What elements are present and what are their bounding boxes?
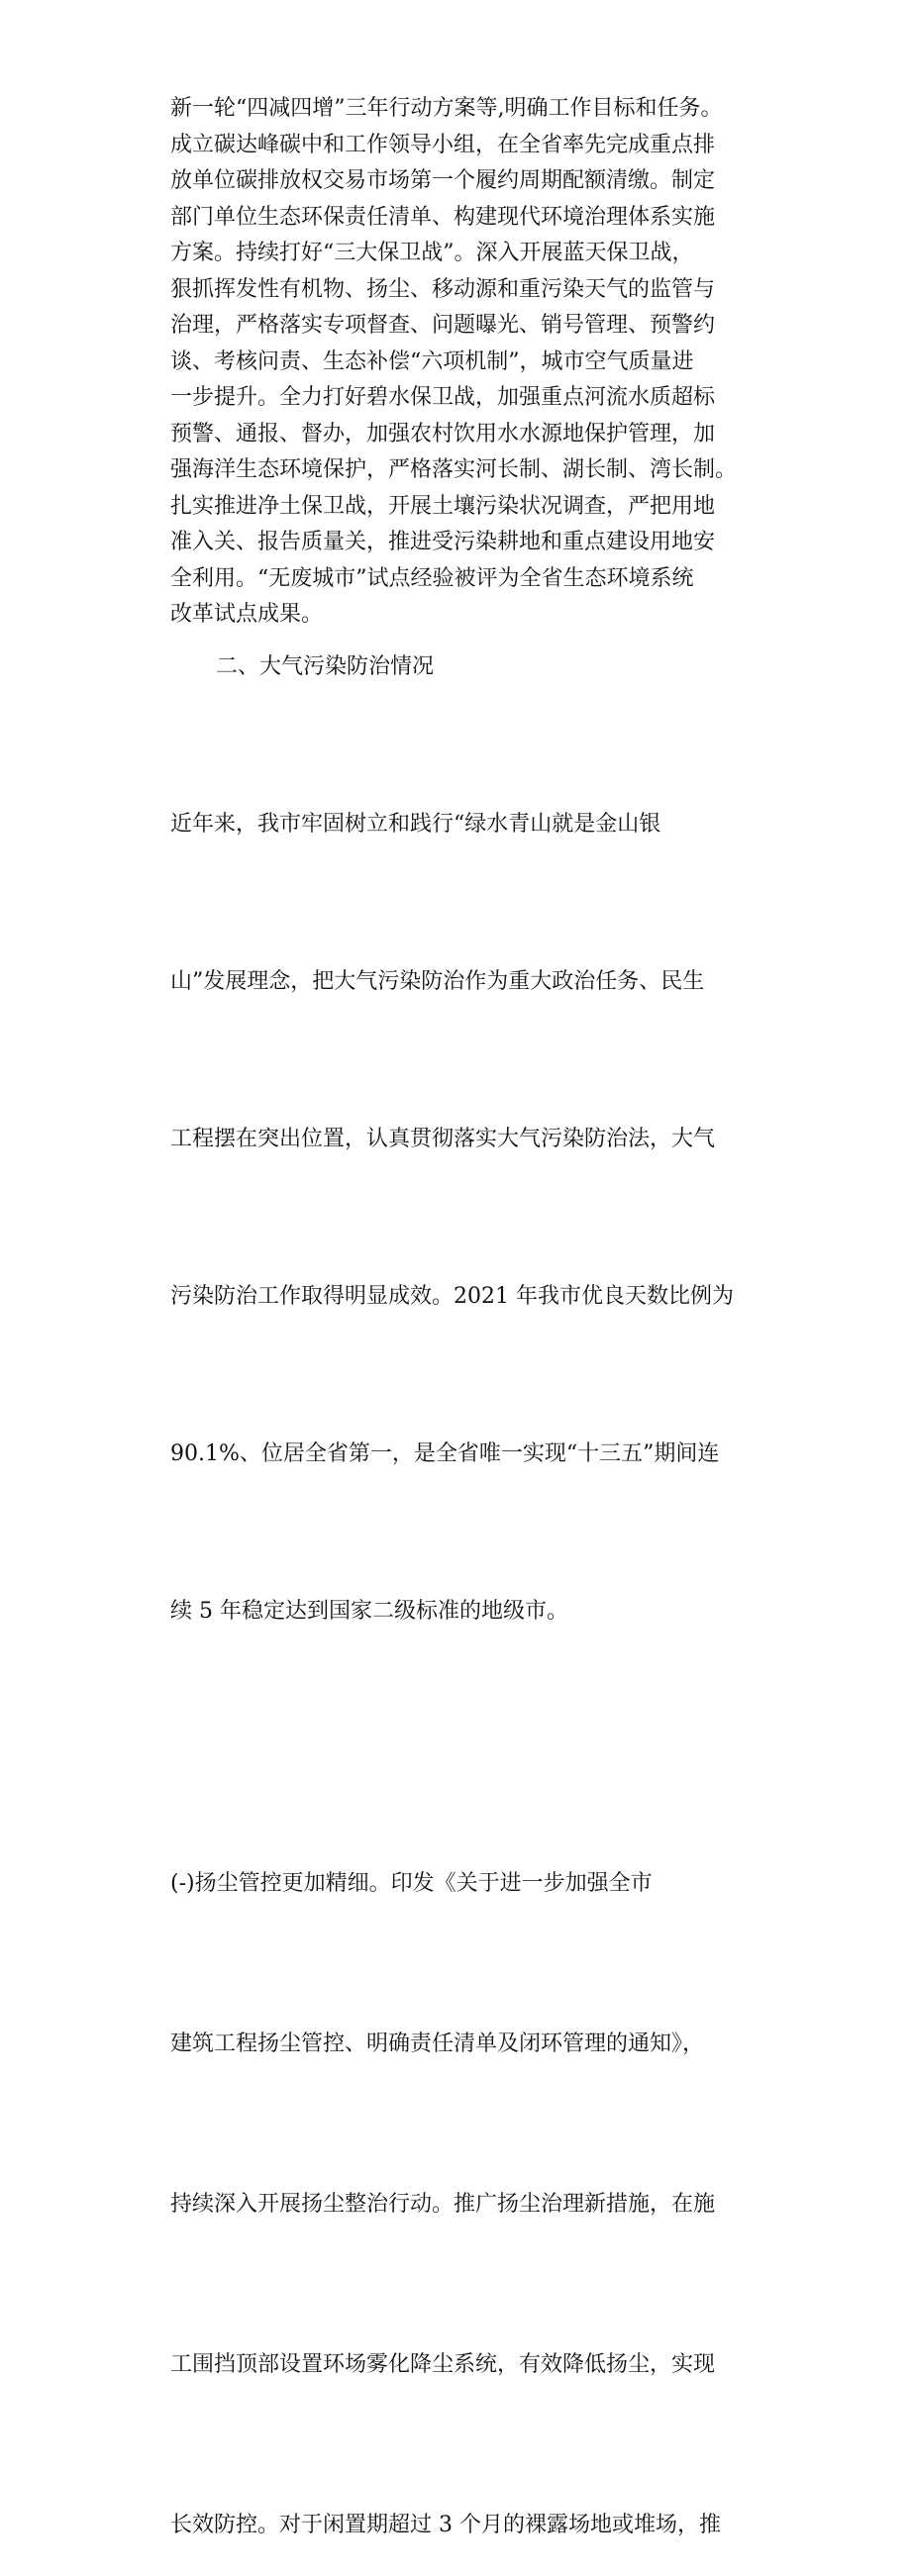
text-line: 成立碳达峰碳中和工作领导小组，在全省率先完成重点排 — [170, 128, 750, 164]
paragraph-environment-work — [170, 91, 750, 634]
text-line: 污染防治工作取得明显成效。2021 年我市优良天数比例为 — [170, 1270, 750, 1323]
text-line: 谈、考核问责、生态补偿“六项机制”，城市空气质量进 — [170, 345, 750, 381]
text-line: 工围挡顶部设置环场雾化降尘系统，有效降低扬尘，实现 — [170, 2338, 750, 2392]
text-line: 工程摆在突出位置，认真贯彻落实大气污染防治法，大气 — [170, 1113, 750, 1165]
text-line: 长效防控。对于闲置期超过 3 个月的裸露场地或堆场，推 — [170, 2499, 750, 2552]
text-line: 续 5 年稳定达到国家二级标准的地级市。 — [170, 1585, 750, 1637]
text-line: 治理，严格落实专项督查、问题曝光、销号管理、预警约 — [170, 308, 750, 345]
paragraph-air-pollution-intro — [170, 693, 750, 1742]
text-line: 放单位碳排放权交易市场第一个履约周期配额清缴。制定 — [170, 163, 750, 200]
text-line: 准入关、报告质量关，推进受污染耕地和重点建设用地安 — [170, 525, 750, 561]
text-line: 方案。持续打好“三大保卫战”。深入开展蓝天保卫战， — [170, 236, 750, 272]
text-line: 改革试点成果。 — [170, 597, 750, 634]
text-line: 扎实推进净土保卫战，开展土壤污染状况调查，严把用地 — [170, 489, 750, 526]
text-line: 全利用。“无废城市”试点经验被评为全省生态环境系统 — [170, 561, 750, 598]
text-line: 山”发展理念，把大气污染防治作为重大政治任务、民生 — [170, 955, 750, 1008]
text-line: 预警、通报、督办，加强农村饮用水水源地保护管理，加 — [170, 417, 750, 453]
text-line: 部门单位生态环保责任清单、构建现代环境治理体系实施 — [170, 200, 750, 237]
document-page — [170, 91, 750, 2576]
text-line: 建筑工程扬尘管控、明确责任清单及闭环管理的通知》， — [170, 2018, 750, 2071]
text-line: 一步提升。全力打好碧水保卫战，加强重点河流水质超标 — [170, 380, 750, 417]
text-line: 近年来，我市牢固树立和践行“绿水青山就是金山银 — [170, 798, 750, 850]
text-line: 狠抓挥发性有机物、扬尘、移动源和重污染天气的监管与 — [170, 272, 750, 309]
text-line: 90.1%、位居全省第一，是全省唯一实现“十三五”期间连 — [170, 1428, 750, 1480]
paragraph-dust-control — [170, 1750, 750, 2576]
text-line: 新一轮“四减四增”三年行动方案等,明确工作目标和任务。 — [170, 91, 750, 128]
text-line: 强海洋生态环境保护，严格落实河长制、湖长制、湾长制。 — [170, 452, 750, 489]
text-line: 持续深入开展扬尘整治行动。推广扬尘治理新措施，在施 — [170, 2178, 750, 2231]
section-heading: 二、大气污染防治情况 — [170, 649, 750, 685]
text-line: (-)扬尘管控更加精细。印发《关于进一步加强全市 — [170, 1857, 750, 1911]
